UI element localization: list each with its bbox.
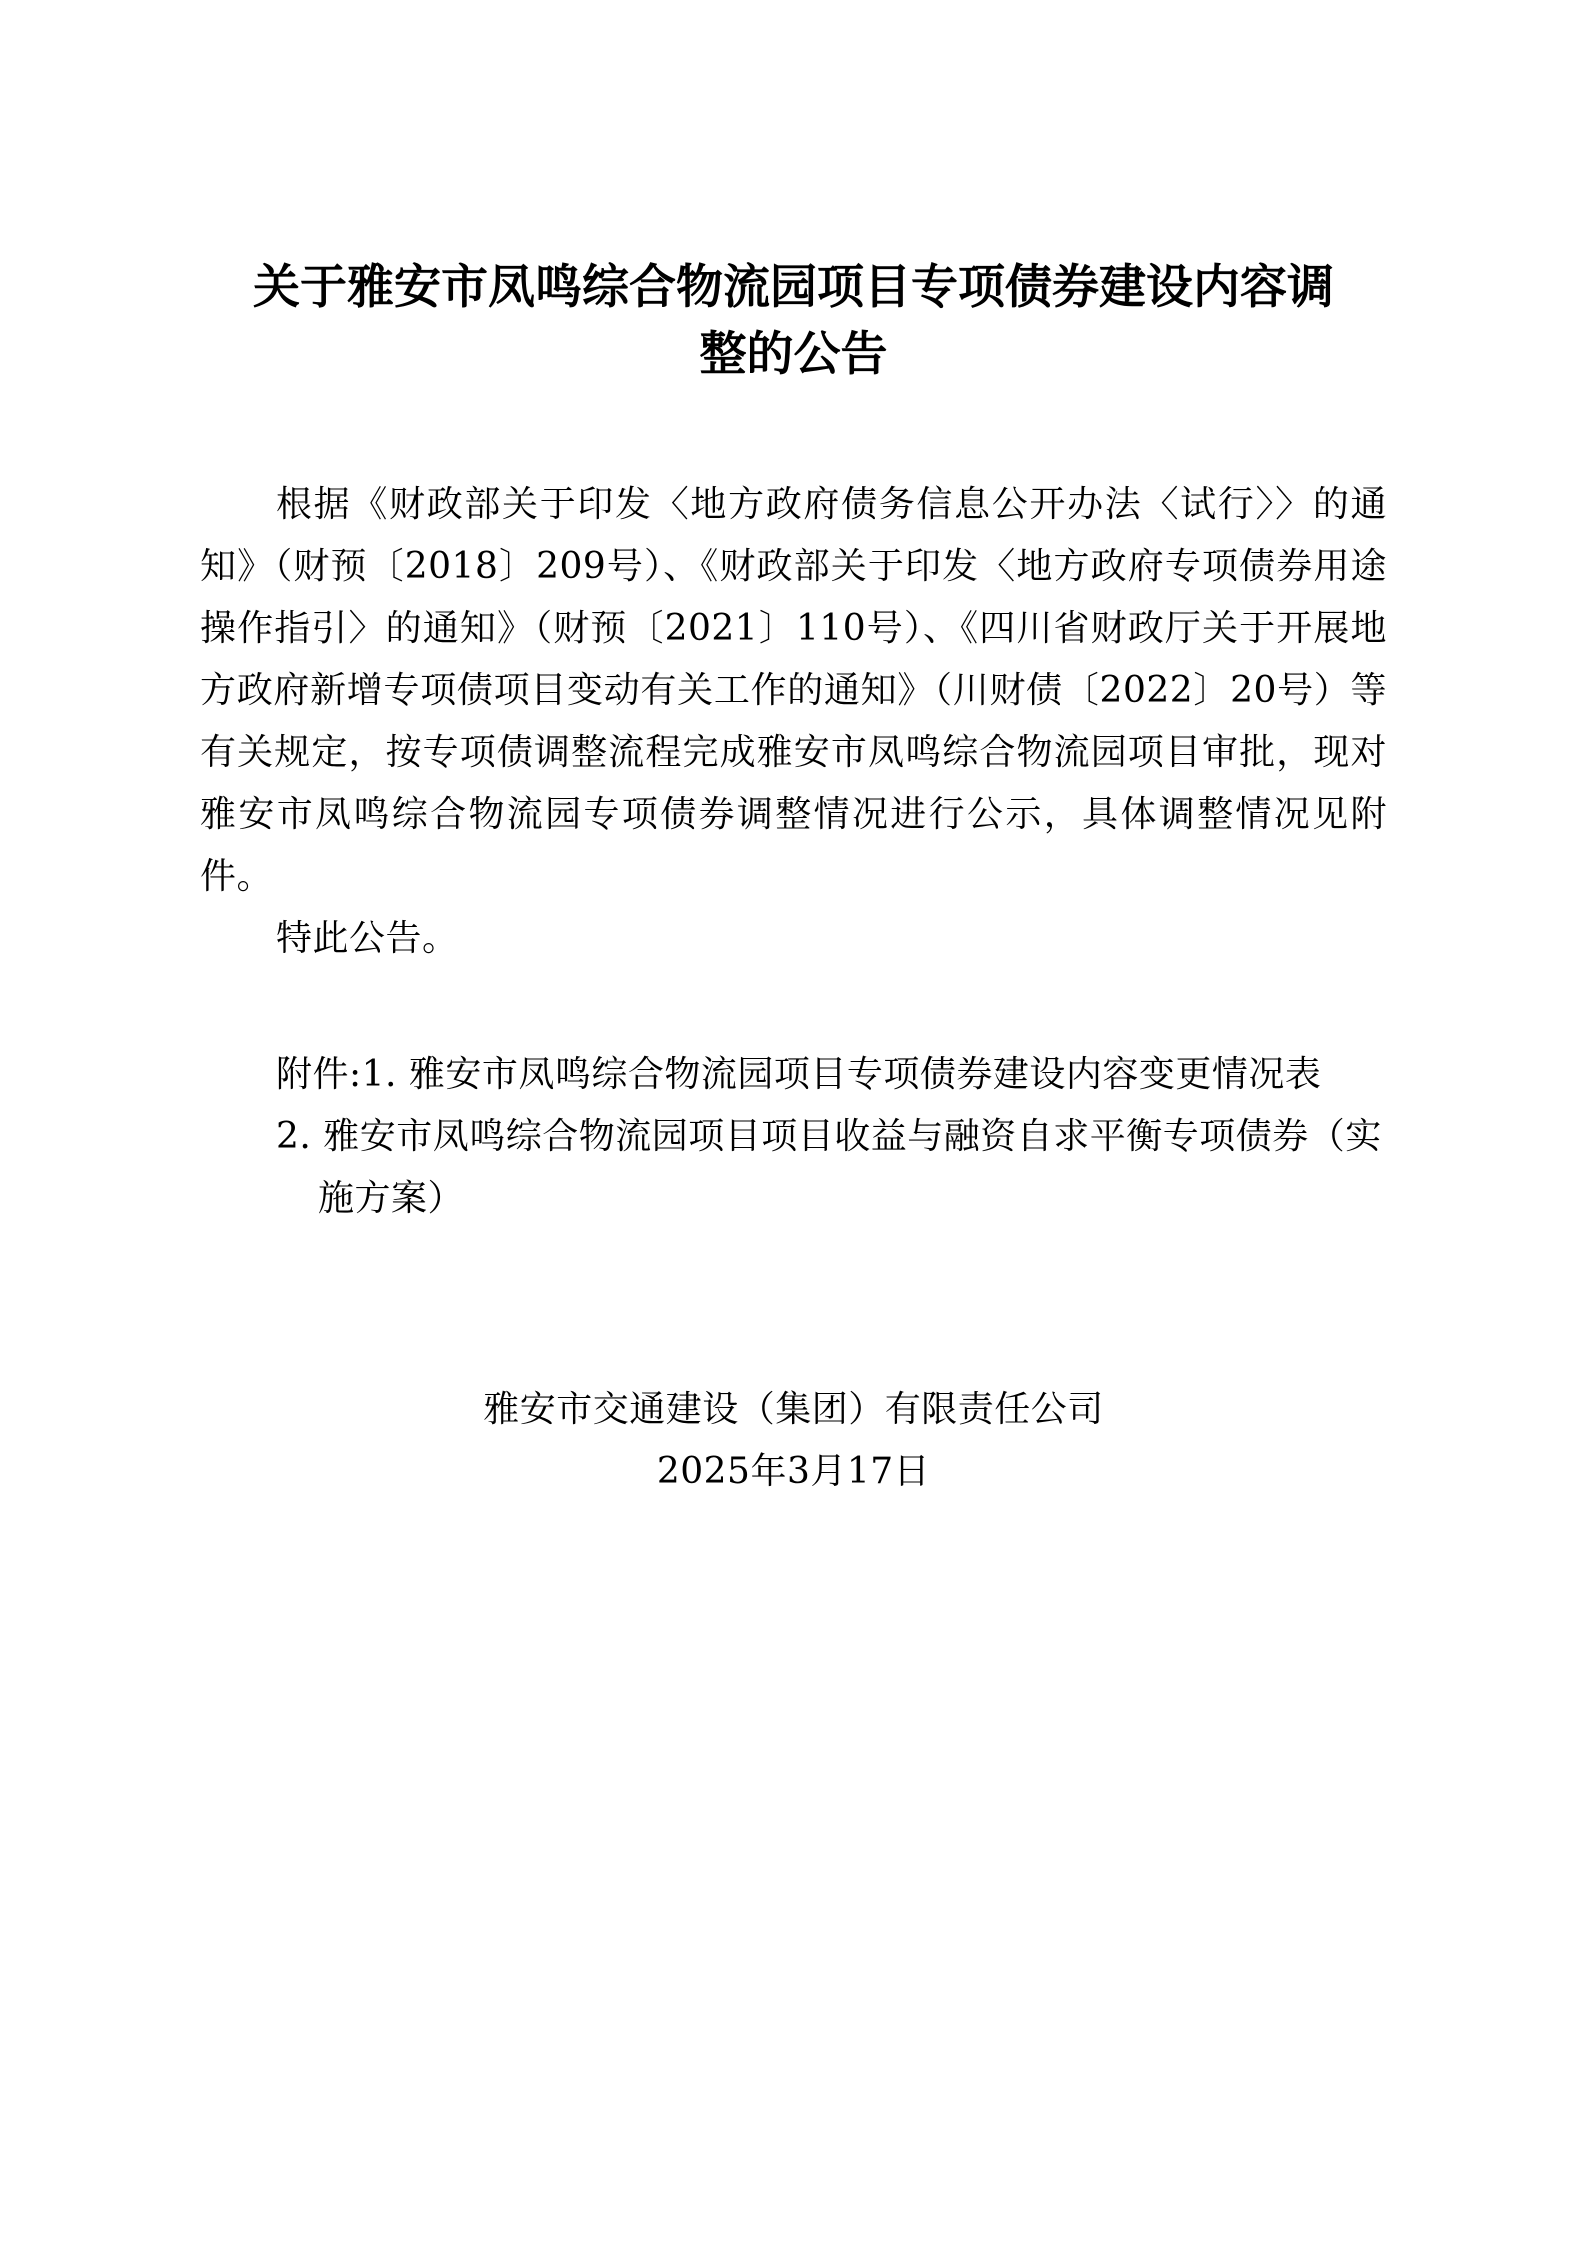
document-body (200, 474, 1387, 969)
paragraph-basis: 根据《财政部关于印发〈地方政府债务信息公开办法〈试行〉〉的通知》（财预〔2018〕209号）、《财政部关于印发〈地方政府专项债券用途操作指引〉的通知》（财预〔2021〕110号）、《四川省财政厅关于开展地方政府新增专项债项目变动有关工作的通知》（川财债〔2022〕20号）等有关规定，按专项债调整流程完成雅安市凤鸣综合物流园项目审批，现对雅安市凤鸣综合物流园专项债券调整情况进行公示，具体调整情况见附件。 (200, 484, 1387, 897)
attachments-label: 附件: (276, 1053, 362, 1095)
signature-issuer: 雅安市交通建设（集团）有限责任公司 (483, 1389, 1104, 1431)
signature-date: 2025年3月17日 (656, 1451, 931, 1493)
paragraph-announcement: 特此公告。 (276, 917, 459, 959)
attachment-item-1: 1. 雅安市凤鸣综合物流园项目专项债券建设内容变更情况表 (361, 1053, 1322, 1095)
attachment-item-2: 2. 雅安市凤鸣综合物流园项目项目收益与融资自求平衡专项债券（实施方案） (276, 1115, 1382, 1219)
page-title: 关于雅安市凤鸣综合物流园项目专项债券建设内容调整的公告 (253, 260, 1334, 382)
attachment-list (362, 1044, 1387, 1106)
attachment-row (200, 1044, 1387, 1106)
signature-block (200, 1379, 1387, 1503)
attachments-section (200, 1044, 1387, 1230)
